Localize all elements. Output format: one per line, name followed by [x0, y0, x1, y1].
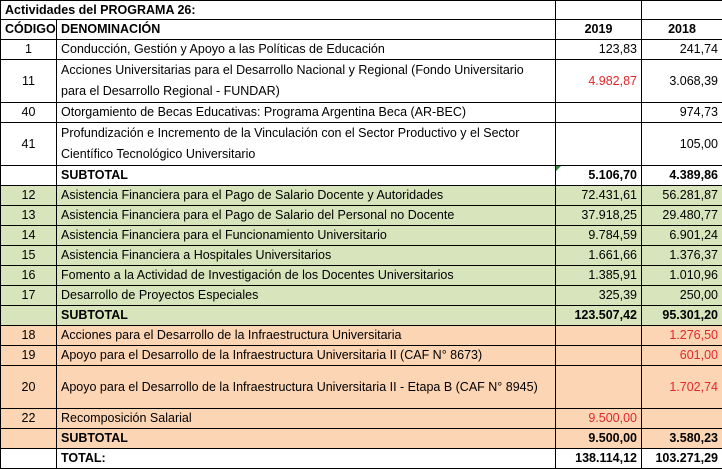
- row-code: 20: [1, 366, 57, 409]
- table-row: [1, 286, 722, 306]
- row-code: 40: [1, 103, 57, 123]
- subtotal-value-2019: 123.507,42: [556, 306, 642, 326]
- row-name: Asistencia Financiera a Hospitales Universitarios: [57, 246, 556, 266]
- table-row: [1, 326, 722, 346]
- row-value-2019: 1.385,91: [556, 266, 642, 286]
- subtotal-code-blank: [1, 306, 57, 326]
- table-row: [1, 123, 722, 166]
- row-name: Apoyo para el Desarrollo de la Infraestructura Universitaria II (CAF N° 8673): [57, 346, 556, 366]
- row-name: Acciones Universitarias para el Desarrollo Nacional y Regional (Fondo Universitario para el Desarrollo Regional - FUNDAR): [57, 60, 556, 103]
- row-value-2019: [556, 123, 642, 166]
- subtotal-label: SUBTOTAL: [57, 429, 556, 449]
- subtotal-row: [1, 429, 722, 449]
- title-spacer-2018: [642, 1, 722, 20]
- row-value-2018: 250,00: [642, 286, 722, 306]
- row-code: 41: [1, 123, 57, 166]
- table-row: [1, 206, 722, 226]
- table-row: [1, 226, 722, 246]
- row-value-2019: [556, 346, 642, 366]
- row-value-2019: [556, 103, 642, 123]
- row-value-2019: 123,83: [556, 40, 642, 60]
- row-value-2018: 1.010,96: [642, 266, 722, 286]
- row-value-2018: 1.276,50: [642, 326, 722, 346]
- row-value-2018: 1.702,74: [642, 366, 722, 409]
- table-row: [1, 186, 722, 206]
- column-header-2019: 2019: [556, 20, 642, 40]
- row-value-2019: [556, 326, 642, 346]
- subtotal-value-2018: 4.389,86: [642, 166, 722, 186]
- row-value-2019: [556, 366, 642, 409]
- table-row: [1, 346, 722, 366]
- row-code: 19: [1, 346, 57, 366]
- row-name: Apoyo para el Desarrollo de la Infraestructura Universitaria II - Etapa B (CAF N° 8945): [57, 366, 556, 409]
- row-name: Asistencia Financiera para el Pago de Salario del Personal no Docente: [57, 206, 556, 226]
- row-name: Conducción, Gestión y Apoyo a las Políticas de Educación: [57, 40, 556, 60]
- table-row: [1, 366, 722, 409]
- row-code: 13: [1, 206, 57, 226]
- row-name: Otorgamiento de Becas Educativas: Programa Argentina Beca (AR-BEC): [57, 103, 556, 123]
- row-value-2019: 325,39: [556, 286, 642, 306]
- row-value-2019: 9.500,00: [556, 409, 642, 429]
- total-code-blank: [1, 449, 57, 469]
- subtotal-code-blank: [1, 166, 57, 186]
- row-value-2018: 29.480,77: [642, 206, 722, 226]
- column-header-2018: 2018: [642, 20, 722, 40]
- subtotal-row: [1, 166, 722, 186]
- row-code: 17: [1, 286, 57, 306]
- row-value-2018: 3.068,39: [642, 60, 722, 103]
- column-header-code: CÓDIGO: [1, 20, 57, 40]
- subtotal-value-2018: 95.301,20: [642, 306, 722, 326]
- total-row: [1, 449, 722, 469]
- row-value-2019: 1.661,66: [556, 246, 642, 266]
- table-row: [1, 409, 722, 429]
- row-name: Fomento a la Actividad de Investigación de los Docentes Universitarios: [57, 266, 556, 286]
- row-value-2019: 9.784,59: [556, 226, 642, 246]
- row-value-2018: 601,00: [642, 346, 722, 366]
- table-row: [1, 40, 722, 60]
- column-header-name: DENOMINACIÓN: [57, 20, 556, 40]
- row-code: 12: [1, 186, 57, 206]
- row-value-2018: 6.901,24: [642, 226, 722, 246]
- row-code: 15: [1, 246, 57, 266]
- table-row: [1, 246, 722, 266]
- subtotal-code-blank: [1, 429, 57, 449]
- row-code: 16: [1, 266, 57, 286]
- total-value-2018: 103.271,29: [642, 449, 722, 469]
- row-code: 11: [1, 60, 57, 103]
- table-title: Actividades del PROGRAMA 26:: [1, 1, 556, 20]
- table-row: [1, 266, 722, 286]
- row-value-2018: 974,73: [642, 103, 722, 123]
- row-name: Desarrollo de Proyectos Especiales: [57, 286, 556, 306]
- table-row: [1, 60, 722, 103]
- subtotal-label: SUBTOTAL: [57, 306, 556, 326]
- subtotal-row: [1, 306, 722, 326]
- row-code: 18: [1, 326, 57, 346]
- row-value-2018: 1.376,37: [642, 246, 722, 266]
- subtotal-value-2019: 9.500,00: [556, 429, 642, 449]
- row-value-2019: 72.431,61: [556, 186, 642, 206]
- row-value-2018: 56.281,87: [642, 186, 722, 206]
- subtotal-value-2019: 5.106,70: [556, 166, 642, 186]
- subtotal-label: SUBTOTAL: [57, 166, 556, 186]
- row-name: Asistencia Financiera para el Pago de Salario Docente y Autoridades: [57, 186, 556, 206]
- row-value-2018: 105,00: [642, 123, 722, 166]
- total-value-2019: 138.114,12: [556, 449, 642, 469]
- row-code: 1: [1, 40, 57, 60]
- row-value-2018: [642, 409, 722, 429]
- row-value-2019: 4.982,87: [556, 60, 642, 103]
- title-spacer-2019: [556, 1, 642, 20]
- total-label: TOTAL:: [57, 449, 556, 469]
- row-value-2019: 37.918,25: [556, 206, 642, 226]
- table-row: [1, 103, 722, 123]
- row-name: Acciones para el Desarrollo de la Infraestructura Universitaria: [57, 326, 556, 346]
- row-name: Asistencia Financiera para el Funcionamiento Universitario: [57, 226, 556, 246]
- row-name: Recomposición Salarial: [57, 409, 556, 429]
- row-value-2018: 241,74: [642, 40, 722, 60]
- row-name: Profundización e Incremento de la Vinculación con el Sector Productivo y el Sector Científico Tecnológico Universitario: [57, 123, 556, 166]
- row-code: 22: [1, 409, 57, 429]
- subtotal-value-2018: 3.580,23: [642, 429, 722, 449]
- row-code: 14: [1, 226, 57, 246]
